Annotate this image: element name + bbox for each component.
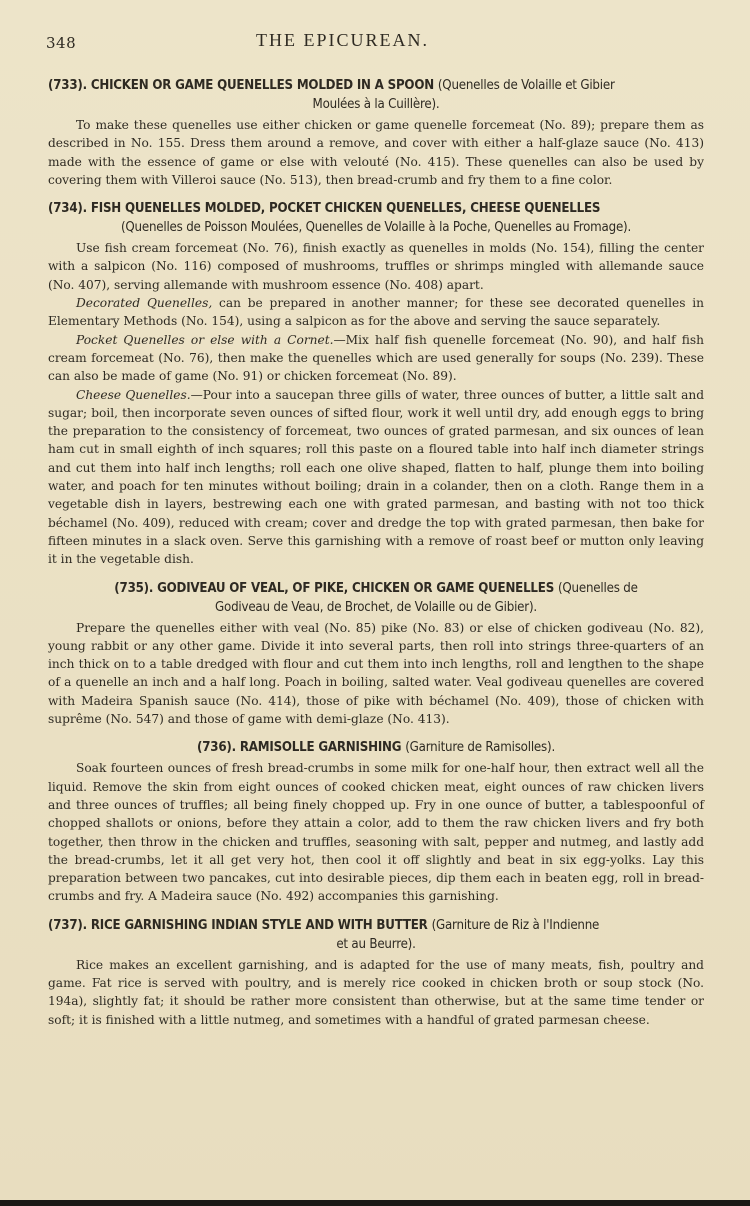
- section-735-title-fr-cont: Godiveau de Veau, de Brochet, de Volaille ou de Gibier).: [215, 599, 537, 615]
- section-737-title-en: (737). RICE GARNISHING INDIAN STYLE AND WITH BUTTER: [48, 917, 428, 933]
- section-733: [48, 76, 704, 189]
- section-734-title: [48, 199, 704, 237]
- section-734-title-fr: (Quenelles de Poisson Moulées, Quenelles de Volaille à la Poche, Quenelles au Fromage).: [120, 220, 632, 236]
- section-735-paragraph: Prepare the quenelles either with veal (No. 85) pike (No. 83) or else of chicken godiveau (No. 82), young rabbit or any other game. Divide it into several parts, then roll into strings three-quarters of an inch thick on to a table dredged with flour and cut them into inch lengths, roll and lengthen to the shape of a quenelle an inch and a half long. Poach in boiling, salted water. Veal godiveau quenelles are covered with Madeira Spanish sauce (No. 414), those of pike with béchamel (No. 409), those of chicken with suprême (No. 547) and those of game with demi-glaze (No. 413).: [48, 620, 704, 727]
- section-734: [48, 199, 704, 568]
- section-735-title-en: (735). GODIVEAU OF VEAL, OF PIKE, CHICKEN OR GAME QUENELLES: [114, 580, 555, 596]
- section-737-paragraph: Rice makes an excellent garnishing, and is adapted for the use of many meats, fish, poultry and game. Fat rice is served with poultry, and is merely rice cooked in chicken broth or soup stock (No. 194a), slightly fat; it should be rather more consistent than otherwise, but at the same time tender or soft; it is finished with a little nutmeg, and sometimes with a handful of grated parmesan cheese.: [48, 957, 704, 1027]
- section-735: [48, 579, 704, 729]
- page-body: [48, 76, 704, 1029]
- section-736-paragraph: Soak fourteen ounces of fresh bread-crumbs in some milk for one-half hour, then extract well all the liquid. Remove the skin from eight ounces of cooked chicken meat, eight ounces of raw chicken livers and three ounces of truffles; all being finely chopped up. Fry in one ounce of butter, a tablespoonful of chopped shallots or onions, before they attain a color, add to them the raw chicken livers and fry both together, then throw in the chicken and truffles, seasoning with salt, pepper and nutmeg, and lastly add the bread-crumbs, let it all get very hot, then cool it off slightly and beat in six egg-yolks. Lay this preparation between two pancakes, cut into desirable pieces, dip them each in beaten egg, roll in bread-crumbs and fry. A Madeira sauce (No. 492) accompanies this garnishing.: [48, 761, 704, 904]
- section-733-title-en: (733). CHICKEN OR GAME QUENELLES MOLDED IN A SPOON: [48, 78, 434, 93]
- section-737-title-fr: (Garniture de Riz à l'Indienne: [431, 917, 600, 933]
- section-737-title-fr-cont: et au Beurre).: [336, 936, 416, 952]
- page-bottom-edge: [0, 1200, 750, 1206]
- section-736-title: [48, 738, 704, 757]
- section-736-title-fr: (Garniture de Ramisolles).: [405, 740, 556, 756]
- decorated-quenelles-heading: Decorated Quenelles,: [76, 296, 213, 311]
- section-734-paragraph-4: [48, 386, 704, 569]
- section-736-title-en: (736). RAMISOLLE GARNISHING: [196, 740, 402, 756]
- section-734-title-en: (734). FISH QUENELLES MOLDED, POCKET CHICKEN QUENELLES, CHEESE QUENELLES: [48, 201, 601, 217]
- section-733-paragraph: To make these quenelles use either chicken or game quenelle forcemeat (No. 89); prepare them as described in No. 155. Dress them around a remove, and cover with either a half-glaze sauce (No. 413) made with the essence of game or else with velouté (No. 415). These quenelles can also be used by covering them with Villeroi sauce (No. 513), then bread-crumb and fry them to a fine color.: [48, 118, 704, 187]
- section-737: [48, 916, 704, 1029]
- cheese-quenelles-heading: Cheese Quenelles.: [76, 387, 191, 402]
- page-number: 348: [46, 34, 77, 52]
- section-734-paragraph-1: Use fish cream forcemeat (No. 76), finish exactly as quenelles in molds (No. 154), filling the center with a salpicon (No. 116) composed of mushrooms, truffles or shrimps mingled with allemande sauce (No. 407), serving allemande with mushroom essence (No. 408) apart.: [48, 241, 704, 292]
- page-header: [46, 30, 710, 54]
- section-734-paragraph-3: [48, 331, 704, 386]
- running-title: THE EPICUREAN.: [256, 30, 429, 50]
- section-735-title: [48, 579, 704, 617]
- section-733-title-fr-cont: Moulées à la Cuillère).: [312, 97, 440, 112]
- section-733-title-fr: (Quenelles de Volaille et Gibier: [437, 78, 615, 93]
- decorated-quenelles-text: can be prepared in another manner; for these see decorated quenelles in Elementary Methods (No. 154), using a salpicon as for the above and serving the sauce separately.: [48, 296, 704, 329]
- pocket-quenelles-text: —Mix half fish quenelle forcemeat (No. 90), and half fish cream forcemeat (No. 76), then make the quenelles which are used generally for soups (No. 239). These can also be made of game (No. 91) or chicken forcemeat (No. 89).: [48, 332, 704, 384]
- section-734-paragraph-2: [48, 294, 704, 331]
- cheese-quenelles-text: —Pour into a saucepan three gills of water, three ounces of butter, a little salt and sugar; boil, then incorporate seven ounces of sifted flour, work it well until dry, add enough eggs to bring the preparation to the consistency of forcemeat, two ounces of grated parmesan, and six ounces of lean ham cut in small eighth of inch squares; roll this paste on a floured table into half inch diameter strings and cut them into half inch lengths; roll each one olive shaped, flatten to half, plunge them into boiling water, and poach for ten minutes without boiling; drain in a colander, then on a cloth. Range them in a vegetable dish in layers, bestrewing each one with grated parmesan, and basting with not too thick béchamel (No. 409), reduced with cream; cover and dredge the top with grated parmesan, then bake for fifteen minutes in a slack oven. Serve this garnishing with a remove of roast beef or mutton only leaving it in the vegetable dish.: [48, 387, 704, 567]
- section-737-title: [48, 916, 704, 954]
- section-735-title-fr: (Quenelles de: [557, 580, 638, 596]
- pocket-quenelles-heading: Pocket Quenelles or else with a Cornet.: [76, 332, 334, 347]
- section-736: [48, 738, 704, 905]
- section-733-title: [48, 76, 704, 114]
